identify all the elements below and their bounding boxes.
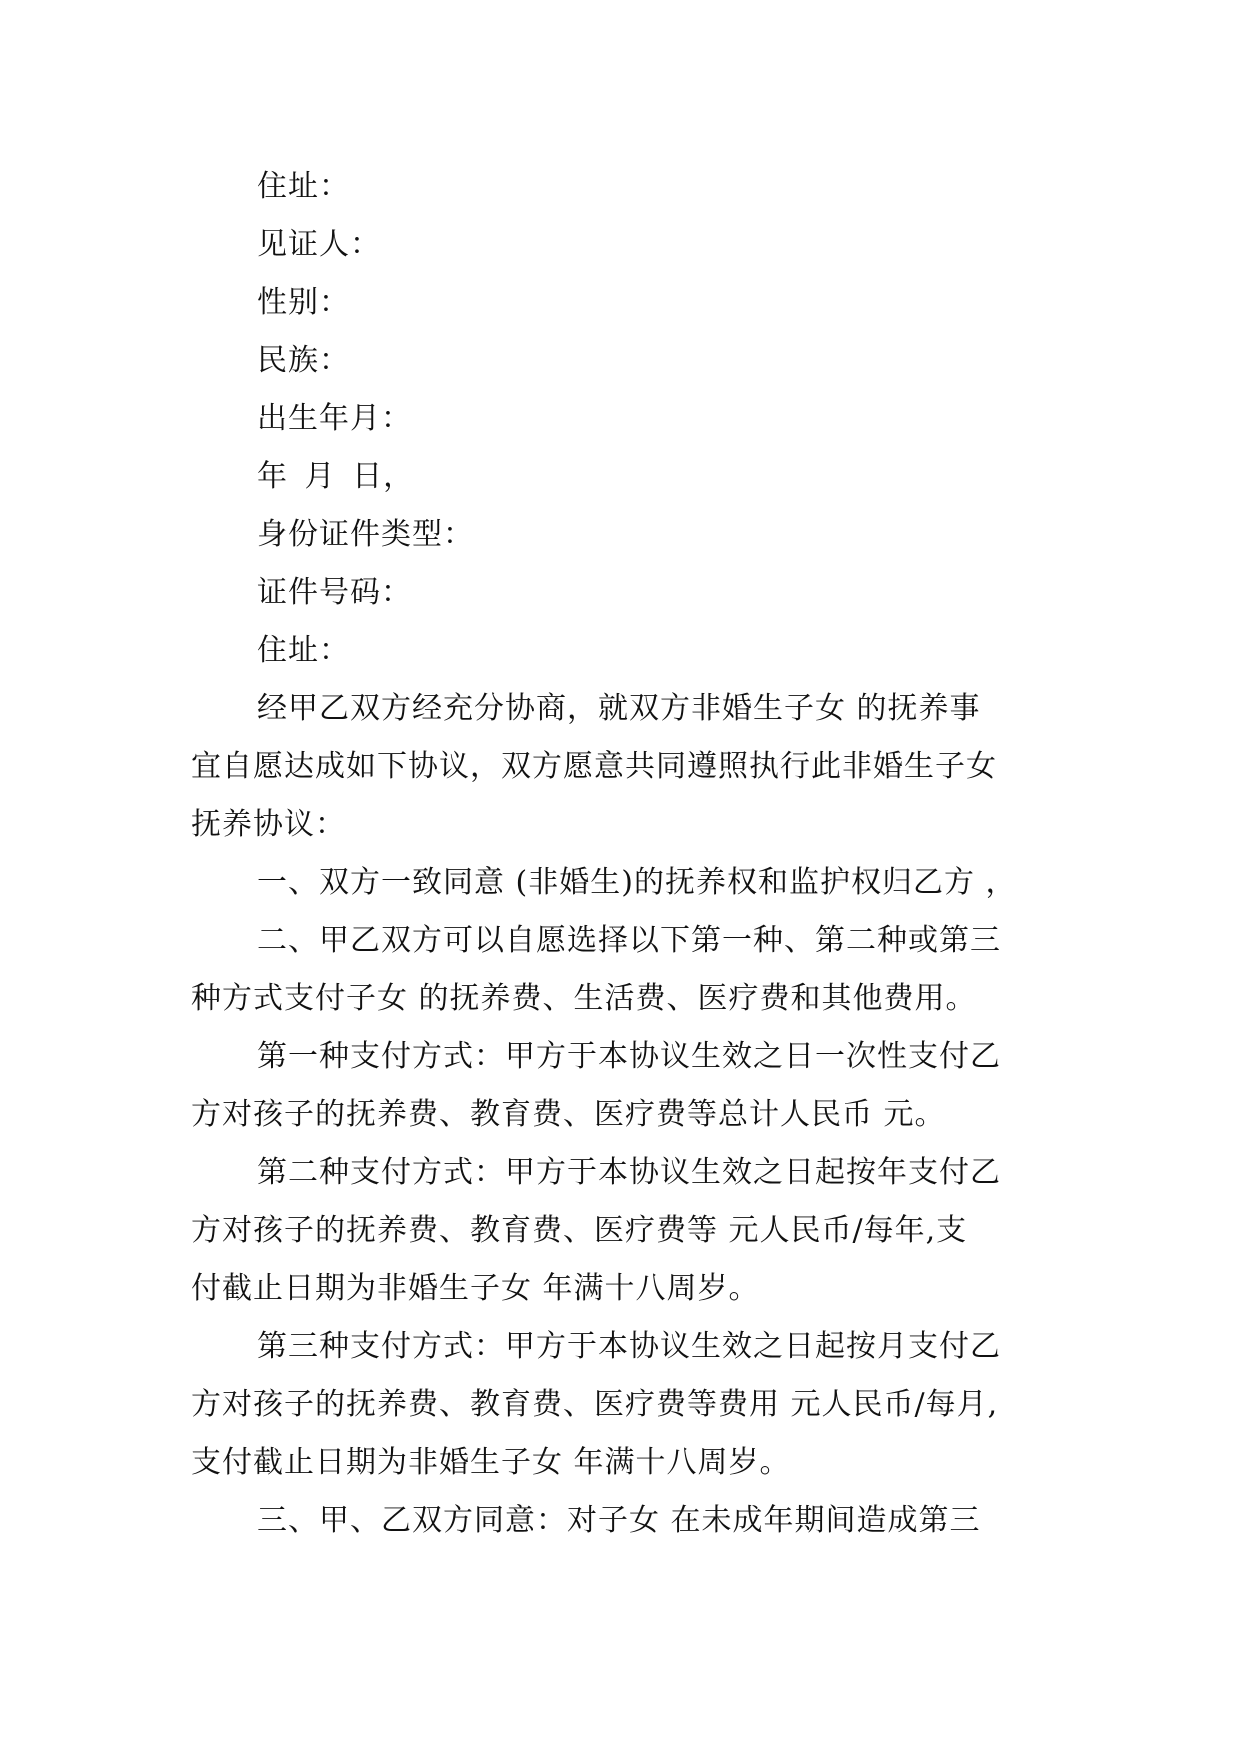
document-body — [191, 158, 1051, 1550]
paragraph-line: 三、甲、乙双方同意：对子女 在未成年期间造成第三 — [257, 1503, 981, 1538]
paragraph-line: 第一种支付方式：甲方于本协议生效之日一次性支付乙 — [257, 1039, 1001, 1074]
paragraph-clause-3 — [191, 1492, 1051, 1550]
paragraph-line: 支付截止日期为非婚生子女 年满十八周岁。 — [191, 1445, 791, 1480]
paragraph-line: 经甲乙双方经充分协商，就双方非婚生子女 的抚养事 — [257, 691, 981, 726]
paragraph-line: 第三种支付方式：甲方于本协议生效之日起按月支付乙 — [257, 1329, 1001, 1364]
paragraph-line: 方对孩子的抚养费、教育费、医疗费等总计人民币 元。 — [191, 1097, 946, 1132]
paragraph-clause-2 — [191, 912, 1051, 1028]
field-id-number: 证件号码： — [257, 575, 412, 610]
paragraph-line: 付截止日期为非婚生子女 年满十八周岁。 — [191, 1271, 760, 1306]
paragraph-line: 抚养协议： — [191, 807, 346, 842]
paragraph-line: 一、双方一致同意 (非婚生)的抚养权和监护权归乙方 ， — [257, 865, 1017, 900]
field-address-1: 住址： — [257, 169, 350, 204]
field-gender: 性别： — [257, 285, 350, 320]
paragraph-payment-method-3 — [191, 1318, 1051, 1492]
field-witness: 见证人： — [257, 227, 381, 262]
paragraph-payment-method-1 — [191, 1028, 1051, 1144]
field-date-line: 年 月 日， — [257, 459, 415, 494]
paragraph-line: 第二种支付方式：甲方于本协议生效之日起按年支付乙 — [257, 1155, 1001, 1190]
paragraph-line: 方对孩子的抚养费、教育费、医疗费等 元人民币/每年,支 — [191, 1213, 968, 1248]
field-address-2: 住址： — [257, 633, 350, 668]
paragraph-clause-1 — [191, 854, 1051, 912]
field-birth-date: 出生年月： — [257, 401, 412, 436]
paragraph-intro — [191, 680, 1051, 854]
paragraph-line: 方对孩子的抚养费、教育费、医疗费等费用 元人民币/每月, — [191, 1387, 999, 1422]
paragraph-payment-method-2 — [191, 1144, 1051, 1318]
paragraph-line: 二、甲乙双方可以自愿选择以下第一种、第二种或第三 — [257, 923, 1001, 958]
paragraph-line: 种方式支付子女 的抚养费、生活费、医疗费和其他费用。 — [191, 981, 977, 1016]
field-id-type: 身份证件类型： — [257, 517, 474, 552]
paragraph-line: 宜自愿达成如下协议，双方愿意共同遵照执行此非婚生子女 — [191, 749, 997, 784]
field-ethnicity: 民族： — [257, 343, 350, 378]
